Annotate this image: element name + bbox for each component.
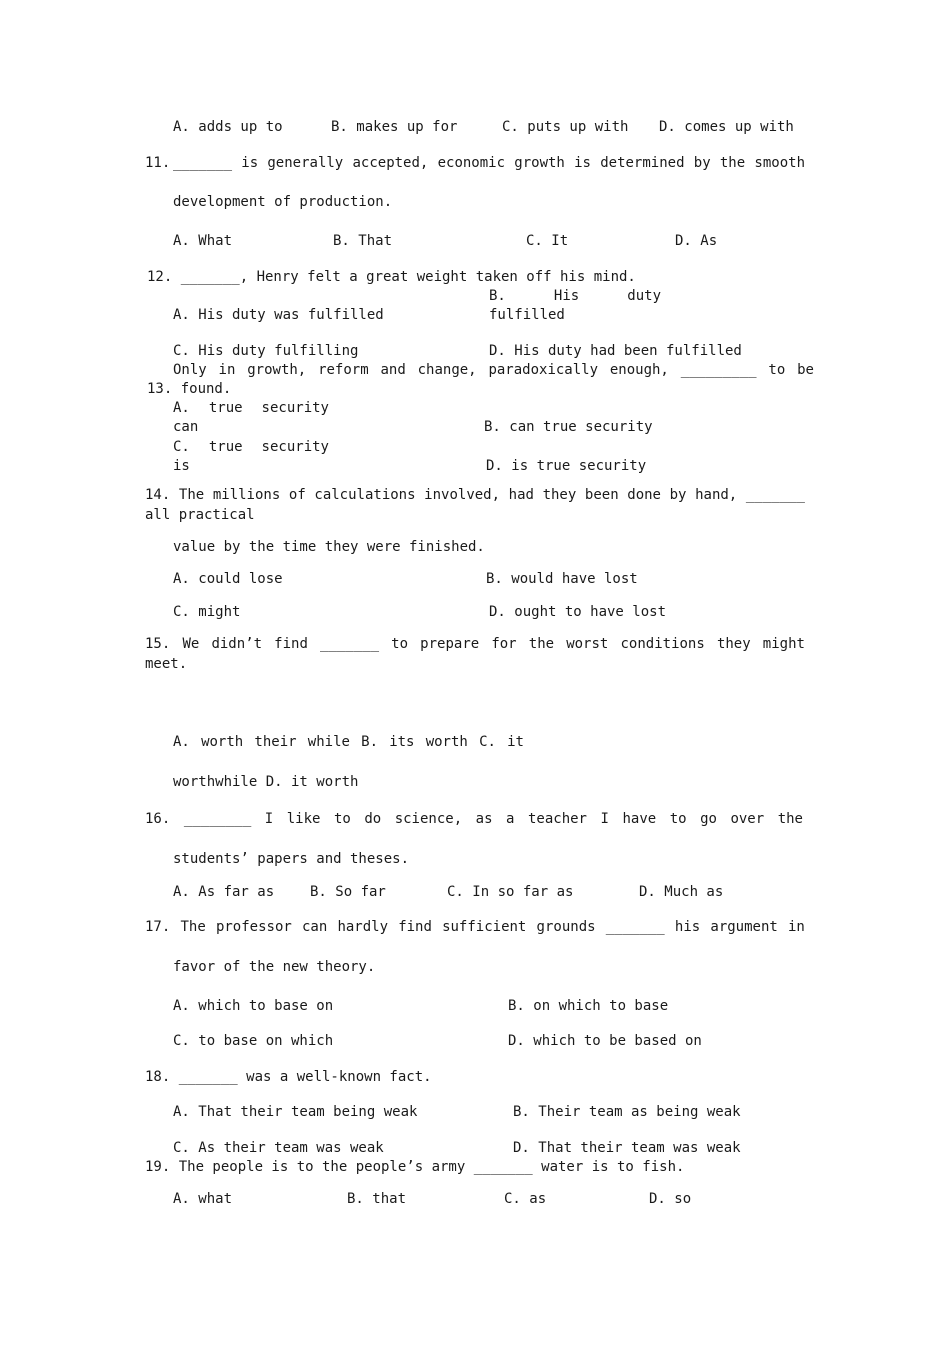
word: B. (489, 288, 506, 304)
word: while (307, 734, 350, 750)
word: _______ (605, 919, 665, 935)
word: didn’t (211, 636, 263, 652)
q16-option-a: A. As far as (173, 884, 275, 900)
word: grounds (536, 919, 596, 935)
q14-stem-line1 (145, 486, 805, 504)
word: hardly (337, 919, 389, 935)
q19-options (0, 1190, 950, 1208)
word: to (391, 636, 409, 652)
word: find (398, 919, 432, 935)
word: accepted, (352, 155, 429, 171)
q19-stem: 19. The people is to the people’s army _______ water is to fish. (145, 1159, 685, 1175)
word: involved, (424, 487, 501, 503)
word: the (528, 636, 555, 652)
word: I (264, 811, 274, 827)
q16-options (0, 883, 950, 901)
word: ________ (183, 811, 252, 827)
word: been (584, 487, 619, 503)
q18-stem: 18. _______ was a well-known fact. (145, 1069, 432, 1085)
word: done (627, 487, 661, 503)
q11-options (0, 232, 950, 250)
q16-stem-line2: students’ papers and theses. (173, 851, 410, 867)
word: economic (437, 155, 506, 171)
word: by (669, 487, 687, 503)
word: can (301, 919, 328, 935)
word: his (674, 919, 701, 935)
word: C. (173, 439, 190, 455)
q10-option-d: D. comes up with (659, 119, 794, 135)
q17-option-c: C. to base on which (173, 1033, 334, 1049)
word: Only (173, 362, 207, 378)
word: go (700, 811, 717, 827)
word: A. (173, 734, 190, 750)
q11-option-a: A. What (173, 233, 233, 249)
word: His (553, 288, 580, 304)
word: they (542, 487, 577, 503)
word: worth (425, 734, 468, 750)
word: worth (201, 734, 244, 750)
q18-option-a: A. That their team being weak (173, 1104, 418, 1120)
word: they (716, 636, 751, 652)
q12-option-b-line2: fulfilled (489, 307, 565, 323)
q13-option-a-line2: can (173, 419, 199, 435)
word: security (261, 439, 329, 455)
word: growth, (247, 362, 307, 378)
word: generally (267, 155, 344, 171)
word: 15. (145, 636, 171, 652)
q16-option-b: B. So far (310, 884, 386, 900)
word: like (286, 811, 321, 827)
q12-stem: 12. _______, Henry felt a great weight taken off his mind. (147, 269, 636, 285)
q11-option-c: C. It (526, 233, 569, 249)
word: argument (710, 919, 778, 935)
q13-option-c-line1 (173, 438, 329, 456)
q12-option-c: C. His duty fulfilling (173, 343, 359, 359)
word: be (797, 362, 814, 378)
word: _______ (173, 155, 233, 171)
q17-stem-line1 (145, 918, 805, 936)
word: _______ (320, 636, 380, 652)
word: for (491, 636, 517, 652)
word: worst (566, 636, 609, 652)
q12-option-d: D. His duty had been fulfilled (489, 343, 742, 359)
word: _______ (745, 487, 805, 503)
q10-option-a: A. adds up to (173, 119, 283, 135)
word: is (241, 155, 259, 171)
q14-stem-line3: value by the time they were finished. (173, 539, 485, 555)
word: true (208, 400, 243, 416)
word: in (218, 362, 236, 378)
word: a (506, 811, 515, 827)
word: by (693, 155, 711, 171)
q15-stem-line2: meet. (145, 656, 188, 672)
q10-option-c: C. puts up with (502, 119, 629, 135)
word: We (182, 636, 200, 652)
word: enough, (609, 362, 669, 378)
q15-options-line2: worthwhile D. it worth (173, 774, 359, 790)
q14-option-c: C. might (173, 604, 241, 620)
q16-stem-line1 (145, 810, 803, 828)
word: determined (600, 155, 685, 171)
word: smooth (754, 155, 805, 171)
word: 16. (145, 811, 171, 827)
q11-option-d: D. As (675, 233, 718, 249)
word: sufficient (442, 919, 527, 935)
word: their (254, 734, 297, 750)
q16-option-c: C. In so far as (447, 884, 574, 900)
word: B. (361, 734, 378, 750)
word: C. (479, 734, 496, 750)
word: The (178, 487, 205, 503)
word: do (364, 811, 382, 827)
word: paradoxically (488, 362, 599, 378)
q12-option-a: A. His duty was fulfilled (173, 307, 384, 323)
word: I (600, 811, 609, 827)
q12-option-b-line1 (489, 287, 661, 305)
word: calculations (314, 487, 416, 503)
word: over (730, 811, 765, 827)
word: to (333, 811, 351, 827)
word: its (389, 734, 415, 750)
word: reform (318, 362, 369, 378)
q14-option-d: D. ought to have lost (489, 604, 667, 620)
word: growth (514, 155, 565, 171)
q13-option-d: D. is true security (486, 458, 647, 474)
word: The (180, 919, 206, 935)
q11-stem-line2: development of production. (173, 194, 393, 210)
word: the (777, 811, 803, 827)
word: 17. (145, 919, 171, 935)
q18-option-c: C. As their team was weak (173, 1140, 384, 1156)
word: to (669, 811, 687, 827)
q15-stem-line1 (145, 635, 805, 653)
word: conditions (620, 636, 705, 652)
q10-option-b: B. makes up for (331, 119, 458, 135)
q13-option-c-line2: is (173, 458, 190, 474)
q15-options-line1 (173, 733, 524, 751)
word: teacher (527, 811, 587, 827)
word: as (475, 811, 493, 827)
word: millions (212, 487, 281, 503)
q13-option-a-line1 (173, 399, 329, 417)
q19-option-d: D. so (649, 1191, 692, 1207)
q10-options (0, 118, 950, 136)
q11-stem-line1 (173, 154, 805, 172)
q17-option-b: B. on which to base (508, 998, 669, 1014)
q17-stem-line2: favor of the new theory. (173, 959, 376, 975)
q19-option-c: C. as (504, 1191, 547, 1207)
word: prepare (420, 636, 480, 652)
word: had (508, 487, 534, 503)
word: is (574, 155, 591, 171)
word: in (788, 919, 805, 935)
word: professor (215, 919, 292, 935)
word: and (380, 362, 406, 378)
word: the (719, 155, 746, 171)
q14-stem-line2: all practical (145, 507, 255, 523)
word: to (768, 362, 786, 378)
q19-option-b: B. that (347, 1191, 407, 1207)
q11-number: 11. (145, 155, 171, 171)
word: it (507, 734, 524, 750)
word: might (762, 636, 805, 652)
word: _________ (680, 362, 757, 378)
q13-option-b: B. can true security (484, 419, 653, 435)
q16-option-d: D. Much as (639, 884, 724, 900)
word: security (261, 400, 329, 416)
q13-number-line: 13. found. (147, 381, 232, 397)
word: change, (417, 362, 477, 378)
word: true (208, 439, 243, 455)
word: find (274, 636, 308, 652)
q13-stem-line1 (173, 361, 814, 379)
q18-option-d: D. That their team was weak (513, 1140, 741, 1156)
word: of (288, 487, 306, 503)
word: A. (173, 400, 190, 416)
q18-option-b: B. Their team as being weak (513, 1104, 741, 1120)
word: duty (627, 288, 661, 304)
q17-option-a: A. which to base on (173, 998, 334, 1014)
word: 14. (145, 487, 171, 503)
q17-option-d: D. which to be based on (508, 1033, 702, 1049)
q14-option-b: B. would have lost (486, 571, 638, 587)
q19-option-a: A. what (173, 1191, 233, 1207)
word: hand, (695, 487, 738, 503)
q11-option-b: B. That (333, 233, 393, 249)
word: have (622, 811, 657, 827)
word: science, (394, 811, 463, 827)
q14-option-a: A. could lose (173, 571, 283, 587)
